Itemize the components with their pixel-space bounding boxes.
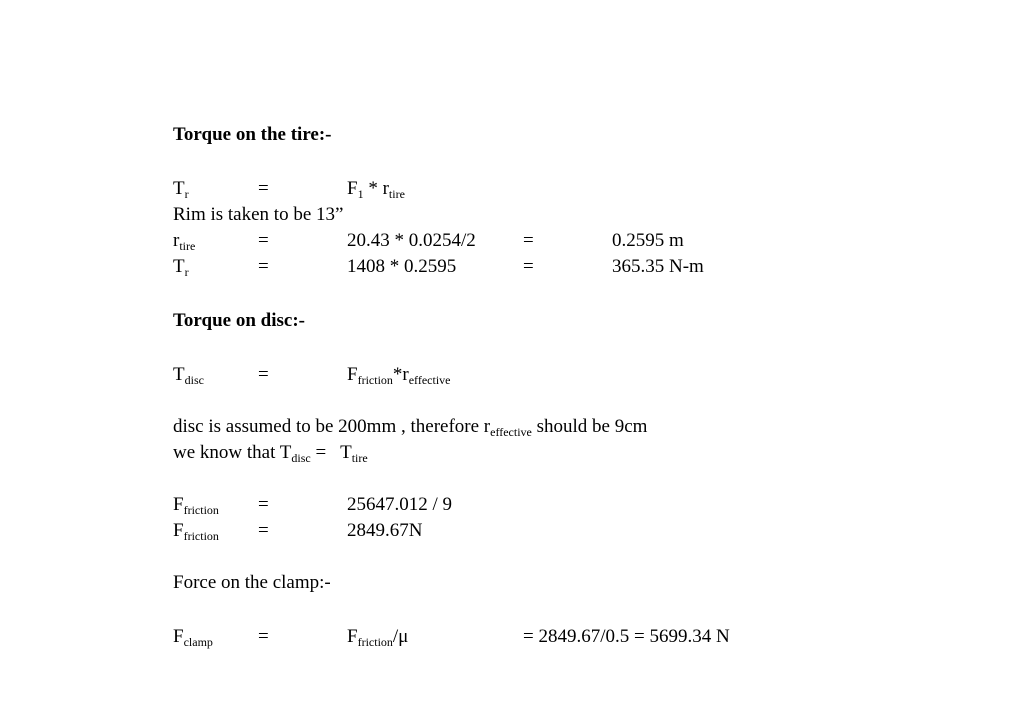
equals-sign: = [258,520,269,541]
equals-sign: = [523,256,534,277]
equation-row-rtire: $r_{tire}$ [173,230,196,253]
rim-size-note: Rim is taken to be 13” [173,204,344,225]
equals-sign: = [258,364,269,385]
equation-row-fclamp: $F_{clamp}$ [173,626,213,649]
equation-row-ffriction-calc: $F_{friction}$ [173,494,219,517]
equation-row-tr-value: $T_r$ [173,256,189,279]
lhs-symbol: $T_r$ [173,178,189,201]
rhs-expression: 2849.67N [347,520,423,541]
heading-torque-tire: Torque on the tire:- [173,124,332,145]
equation-row-tdisc: $T_{disc}$ [173,364,204,387]
rhs-expression: $F_{friction}*r_{effective}$ [347,364,451,387]
disc-assumption-note: disc is assumed to be 200mm , therefore $r_{effective}$ should be 9cm [173,416,648,439]
equals-sign: = [523,230,534,251]
equals-sign: = [258,230,269,251]
heading-force-clamp: Force on the clamp:- [173,572,331,593]
result-value: 365.35 N-m [612,256,704,277]
rhs-expression: 1408 * 0.2595 [347,256,457,277]
heading-torque-disc: Torque on disc:- [173,310,305,331]
equals-sign: = [258,178,269,199]
rhs-expression: $F_{friction}/\mu$ [347,626,409,649]
result-value: 0.2595 m [612,230,684,251]
result-value: = 2849.67/0.5 = 5699.34 N [523,626,730,647]
equation-row-tr-definition [173,178,189,200]
equals-sign: = [258,494,269,515]
torque-equality-note: we know that $T_{disc} = T_{tire}$ [173,442,368,465]
rhs-expression: 20.43 * 0.0254/2 [347,230,476,251]
rhs-expression: 25647.012 / 9 [347,494,453,515]
equals-sign: = [258,256,269,277]
equals-sign: = [258,626,269,647]
equation-row-ffriction-value: $F_{friction}$ [173,520,219,543]
rhs-expression: $F_1 * r_{tire}$ [347,178,405,201]
